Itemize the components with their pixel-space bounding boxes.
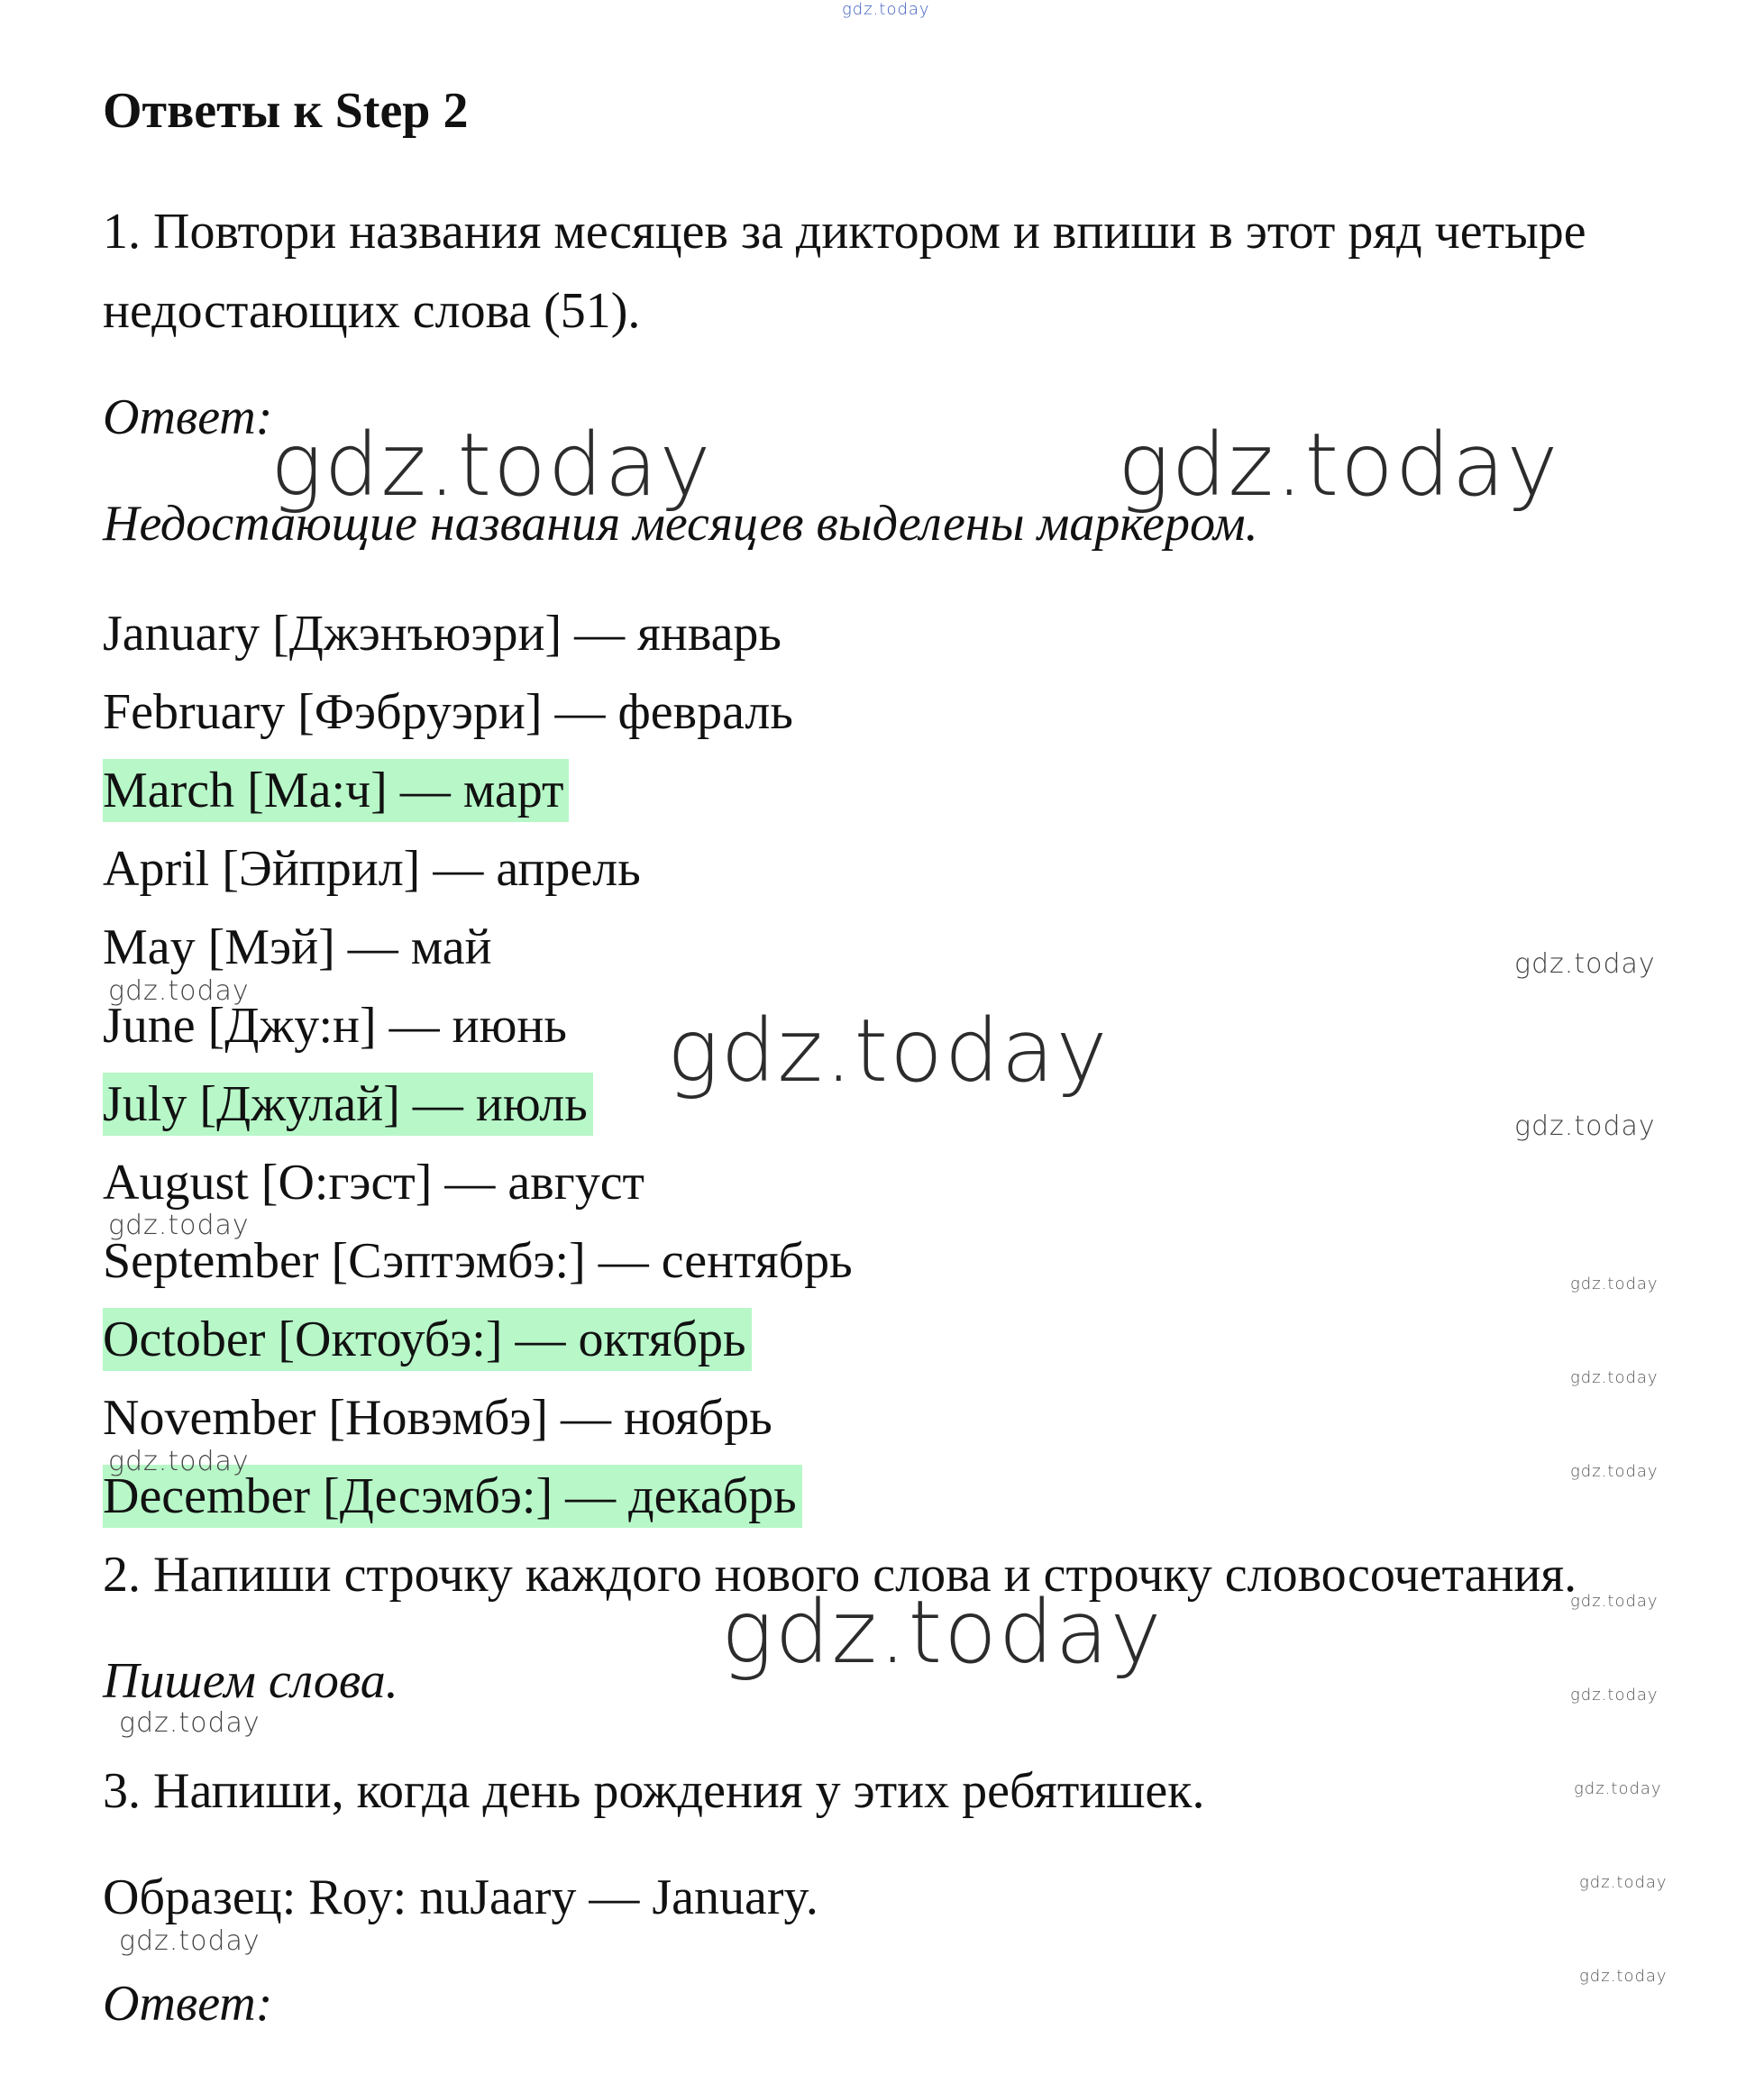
task1-answer-label: Ответ:	[103, 389, 273, 445]
month-item-july: July [Джулай] — июль	[103, 1073, 593, 1136]
watermark-small: gdz.today	[1579, 1873, 1668, 1892]
month-item-december: December [Десэмбэ:] — декабрь	[103, 1465, 802, 1528]
month-item-may: May [Мэй] — май	[103, 919, 492, 975]
task3-answer-label: Ответ:	[103, 1976, 273, 2032]
task2-question: 2. Напиши строчку каждого нового слова и строчку словосочетания.	[103, 1547, 1577, 1603]
watermark-small: gdz.today	[1570, 1275, 1659, 1293]
task1-question-line1: 1. Повтори названия месяцев за диктором и впиши в этот ряд четыре	[103, 204, 1586, 260]
month-item-january: January [Джэнъюэри] — январь	[103, 606, 781, 662]
watermark-medium: gdz.today	[108, 1210, 250, 1241]
task1-question-line2: недостающих слова (51).	[103, 283, 641, 339]
watermark-medium: gdz.today	[119, 1707, 260, 1739]
month-item-september: September [Сэптэмбэ:] — сентябрь	[103, 1233, 853, 1289]
watermark-medium: gdz.today	[1514, 1110, 1656, 1142]
watermark-small: gdz.today	[1570, 1462, 1659, 1481]
watermark-medium: gdz.today	[108, 975, 250, 1007]
month-item-february: February [Фэбруэри] — февраль	[103, 684, 793, 740]
task3-sample: Образец: Roy: nuJaary — January.	[103, 1869, 818, 1925]
watermark-top: gdz.today	[842, 0, 930, 19]
watermark-medium: gdz.today	[119, 1925, 260, 1957]
task3-question: 3. Напиши, когда день рождения у этих ребятишек.	[103, 1763, 1205, 1819]
watermark-large: gdz.today	[270, 415, 713, 516]
watermark-small: gdz.today	[1570, 1368, 1659, 1387]
watermark-small: gdz.today	[1570, 1592, 1659, 1611]
watermark-large: gdz.today	[721, 1582, 1164, 1683]
month-item-april: April [Эйприл] — апрель	[103, 841, 641, 897]
watermark-small: gdz.today	[1574, 1779, 1662, 1798]
watermark-small: gdz.today	[1579, 1967, 1668, 1986]
task1-note: Недостающие названия месяцев выделены маркером.	[103, 496, 1258, 552]
watermark-medium: gdz.today	[108, 1446, 250, 1477]
watermark-medium: gdz.today	[1514, 948, 1656, 980]
watermark-large: gdz.today	[667, 1001, 1110, 1101]
watermark-large: gdz.today	[1118, 415, 1560, 516]
page-title: Ответы к Step 2	[103, 83, 469, 139]
month-item-march: March [Ма:ч] — март	[103, 759, 569, 822]
watermark-small: gdz.today	[1570, 1686, 1659, 1705]
task2-answer: Пишем слова.	[103, 1653, 398, 1709]
month-item-october: October [Октоубэ:] — октябрь	[103, 1308, 752, 1371]
month-item-august: August [О:гэст] — август	[103, 1155, 645, 1211]
month-item-june: June [Джу:н] — июнь	[103, 998, 567, 1054]
month-item-november: November [Новэмбэ] — ноябрь	[103, 1390, 772, 1446]
